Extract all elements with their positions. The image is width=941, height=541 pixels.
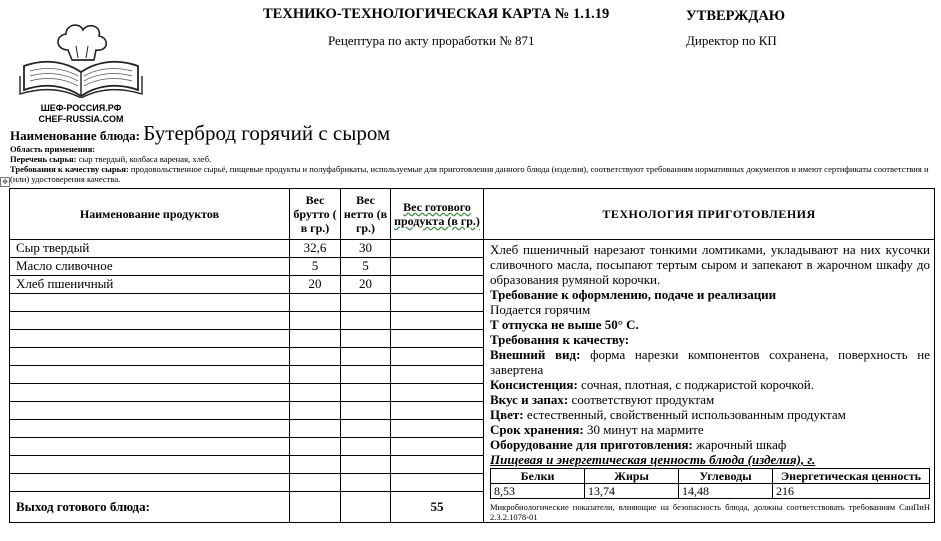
ingredient-ready [391, 240, 484, 258]
temperature-text: Т отпуска не выше 50° С. [490, 317, 639, 332]
header-product: Наименование продуктов [10, 189, 290, 240]
energy-caption: Пищевая и энергетическая ценность блюда (изделия), г. [490, 452, 816, 467]
energy-header-carbs: Углеводы [679, 469, 773, 484]
ingredient-gross: 5 [290, 258, 341, 276]
ingredient-ready [391, 258, 484, 276]
equipment-text: жарочный шкаф [692, 437, 787, 452]
energy-value-carbs: 14,48 [679, 484, 773, 499]
equipment-label: Оборудование для приготовления: [490, 437, 693, 452]
raw-list-text: сыр твердый, колбаса вареная, хлеб. [76, 154, 212, 164]
recipe-note: Рецептура по акту проработки № 871 [328, 33, 535, 48]
ingredient-net: 5 [341, 258, 391, 276]
dish-info [10, 144, 935, 184]
ingredient-name: Сыр твердый [10, 240, 290, 258]
dish-name: Бутерброд горячий с сыром [143, 121, 391, 145]
energy-value-fat: 13,74 [585, 484, 679, 499]
energy-table [490, 468, 930, 499]
quality-title: Требования к качеству: [490, 332, 630, 347]
serving-title: Требование к оформлению, подаче и реализации [490, 287, 777, 302]
ingredient-name: Хлеб пшеничный [10, 276, 290, 294]
ingredient-net: 30 [341, 240, 391, 258]
book-chef-hat-icon [16, 16, 146, 98]
ingredient-name: Масло сливочное [10, 258, 290, 276]
ingredient-gross: 32,6 [290, 240, 341, 258]
energy-header-protein: Белки [491, 469, 585, 484]
storage-text: 30 минут на мармите [583, 422, 704, 437]
consistency-label: Консистенция: [490, 377, 578, 392]
taste-label: Вкус и запах: [490, 392, 569, 407]
storage-label: Срок хранения: [490, 422, 584, 437]
ingredient-net: 20 [341, 276, 391, 294]
color-label: Цвет: [490, 407, 524, 422]
dish-label: Наименование блюда: [10, 128, 144, 143]
energy-value-protein: 8,53 [491, 484, 585, 499]
table-move-handle-icon[interactable]: ✥ [0, 177, 10, 187]
header-gross: Вес брутто ( в гр.) [290, 189, 341, 240]
taste-text: соответствуют продуктам [568, 392, 715, 407]
approve-label: УТВЕРЖДАЮ [686, 8, 786, 24]
appearance-label: Внешний вид: [490, 347, 581, 362]
ingredient-ready [391, 276, 484, 294]
header-net: Вес нетто (в гр.) [341, 189, 391, 240]
logo-text-ru: ШЕФ-РОССИЯ.РФ [40, 103, 122, 113]
consistency-text: сочная, плотная, с поджаристой корочкой. [577, 377, 815, 392]
header-technology: ТЕХНОЛОГИЯ ПРИГОТОВЛЕНИЯ [484, 189, 935, 240]
chef-russia-logo [16, 16, 146, 124]
logo-text-en: CHEF-RUSSIA.COM [38, 114, 124, 124]
color-text: естественный, свойственный использованным продуктам [523, 407, 846, 422]
output-label: Выход готового блюда: [10, 492, 290, 523]
energy-header-kcal: Энергетическая ценность [773, 469, 930, 484]
card-title: ТЕХНИКО-ТЕХНОЛОГИЧЕСКАЯ КАРТА № 1.1.19 [263, 6, 610, 22]
energy-value-kcal: 216 [773, 484, 930, 499]
recipe-table [9, 188, 935, 523]
process-text: Хлеб пшеничный нарезают тонкими ломтиками, укладывают на них кусочки сливочного масла, посыпают тертым сыром и запекают в жарочном шкафу до образования румяной корочки. [490, 242, 930, 287]
output-value: 55 [391, 492, 484, 523]
director-label: Директор по КП [686, 33, 777, 48]
energy-header-fat: Жиры [585, 469, 679, 484]
appearance-text: форма нарезки компонентов сохранена, поверхность не завертена [490, 347, 930, 377]
ingredient-gross: 20 [290, 276, 341, 294]
raw-quality-label: Требования к качеству сырья: [10, 164, 129, 174]
dish-heading [10, 121, 390, 146]
raw-quality-text: продовольственное сырьё, пищевые продукты и полуфабрикаты, используемые для приготовления данного блюда (изделия), соответствуют требованиям нормативных документов и имеют сертификаты соответствия и (или) удостоверения качества. [10, 164, 929, 184]
micro-note: Микробиологические показатели, влияющие на безопасность блюда, должны соответствовать требованиям СанПиН 2.3.2.1078-01 [490, 502, 930, 522]
header-ready: Вес готового продукта (в гр.) [391, 189, 484, 240]
raw-list-label: Перечень сырья: [10, 154, 77, 164]
technology-cell [484, 240, 935, 523]
scope-label: Область применения: [10, 144, 96, 154]
serving-text: Подается горячим [490, 302, 591, 317]
